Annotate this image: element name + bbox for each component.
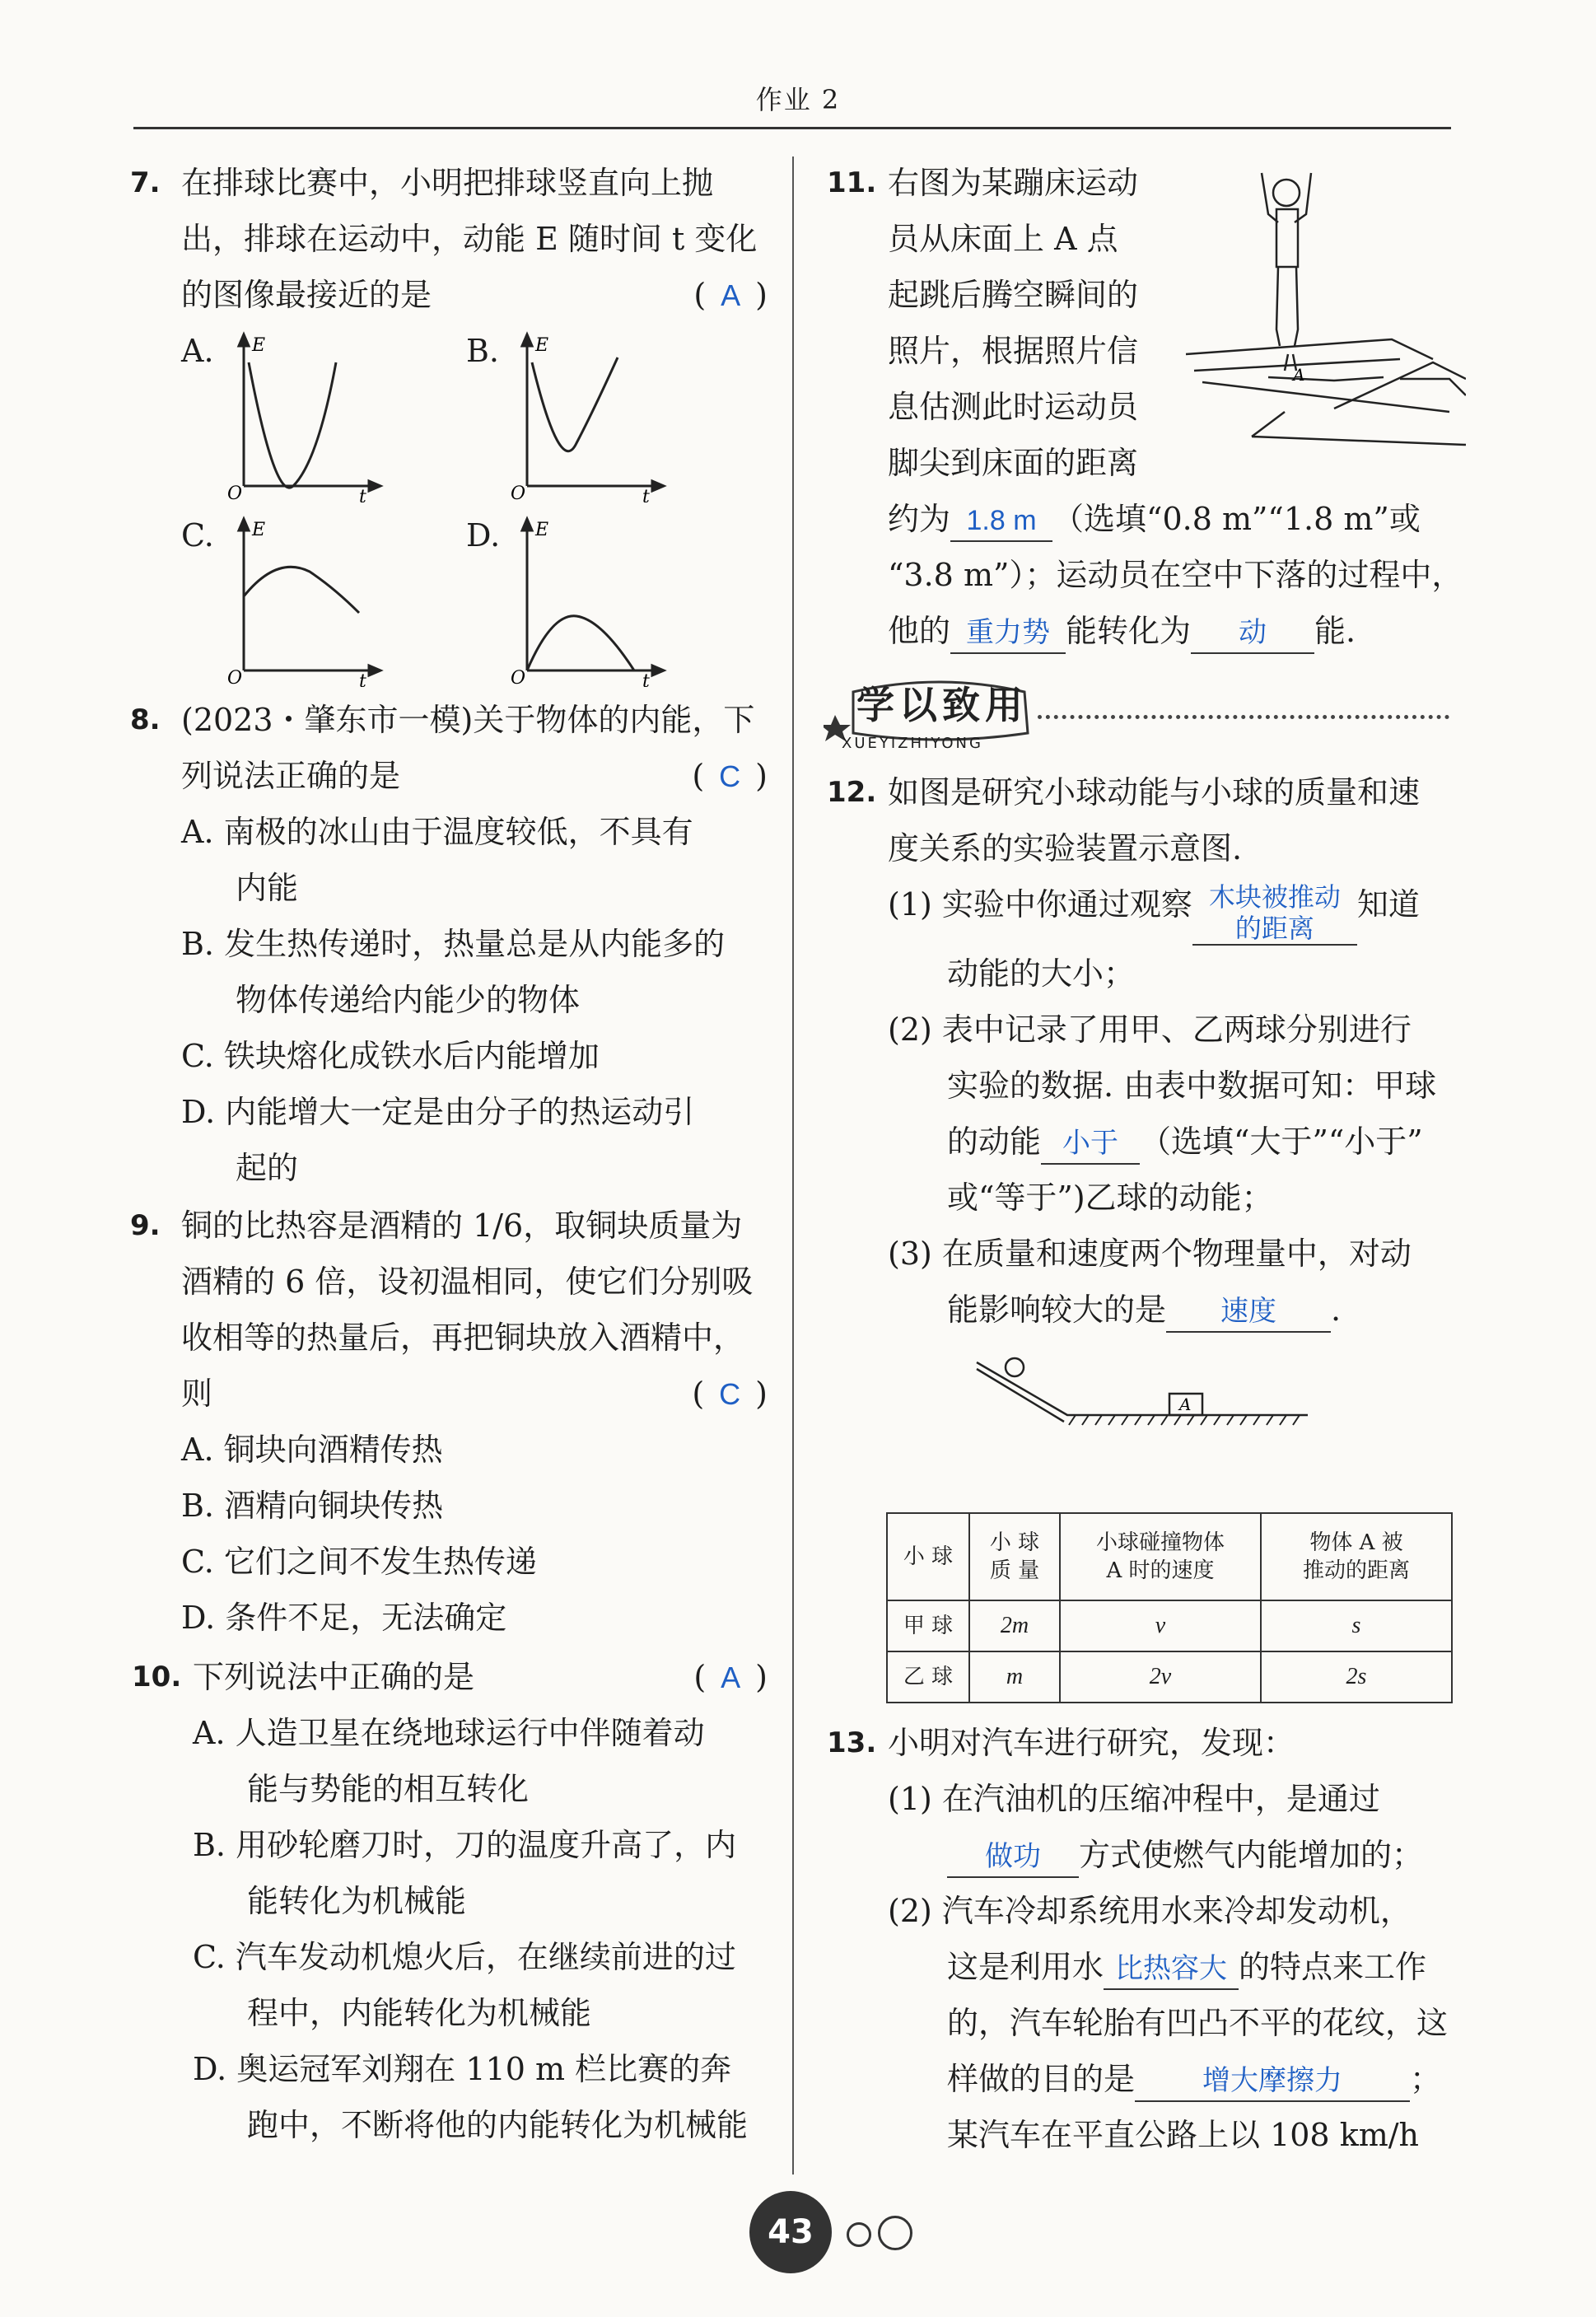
question-7	[130, 155, 768, 323]
option-b-cont: 物体传递给内能少的物体	[236, 982, 581, 1018]
question-text: 他的 重力势 能转化为 动 能.	[888, 603, 1456, 659]
graph-option-label: C.	[181, 517, 214, 554]
question-text: 度关系的实验装置示意图.	[888, 830, 1243, 867]
table-cell: 2v	[1060, 1651, 1261, 1703]
option-d: D. 内能增大一定是由分子的热运动引	[181, 1094, 695, 1130]
question-text: 员从床面上 A 点	[888, 221, 1118, 257]
svg-text:t: t	[359, 487, 366, 502]
part-1-cont: 动能的大小；	[947, 955, 1136, 992]
option-c: C. 它们之间不发生热传递	[181, 1544, 537, 1580]
option-d: D. 奥运冠军刘翔在 110 m 栏比赛的奔	[193, 2051, 732, 2087]
part-2-cont: 这是利用水 比热容大 的特点来工作	[888, 1939, 1456, 1995]
part-2: (2) 表中记录了用甲、乙两球分别进行	[888, 1011, 1412, 1048]
question-12	[827, 764, 1456, 1338]
question-text-last: 列说法正确的是 ( C )	[181, 748, 768, 804]
question-number: 13.	[827, 1726, 877, 1759]
table-cell: 甲 球	[887, 1600, 969, 1651]
option-d-cont: 起的	[236, 1150, 299, 1186]
decor-circle	[847, 2222, 871, 2247]
answer: C	[719, 1377, 741, 1411]
question-text: 小明对汽车进行研究，发现：	[888, 1725, 1295, 1761]
svg-text:O: O	[227, 668, 243, 687]
option-b-cont: 能转化为机械能	[247, 1883, 467, 1919]
option-b: B. 发生热传递时，热量总是从内能多的	[181, 926, 726, 962]
part-3: (3) 在质量和速度两个物理量中，对动	[888, 1236, 1412, 1272]
fill-blank-two-line: 木块被推动 的距离	[1192, 881, 1357, 946]
decor-circle	[878, 2216, 912, 2250]
graph-d	[511, 514, 667, 687]
question-number: 7.	[130, 166, 161, 199]
part-2-cont: 或“等于”)乙球的动能；	[947, 1180, 1273, 1216]
question-text: 起跳后腾空瞬间的	[888, 277, 1139, 313]
svg-text:E: E	[535, 335, 549, 356]
table-cell: v	[1060, 1600, 1261, 1651]
option-c: C. 铁块熔化成铁水后内能增加	[181, 1038, 600, 1074]
question-text: 脚尖到床面的距离	[888, 445, 1139, 481]
question-text: 铜的比热容是酒精的 1/6，取铜块质量为	[181, 1208, 743, 1244]
page-header: 作业 2	[755, 84, 841, 115]
question-text: 如图是研究小球动能与小球的质量和速	[888, 774, 1421, 810]
question-text: 出，排球在运动中，动能 E 随时间 t 变化	[181, 221, 758, 257]
option-d: D. 条件不足，无法确定	[181, 1600, 507, 1636]
question-text: 收相等的热量后，再把铜块放入酒精中，	[181, 1320, 745, 1356]
svg-text:O: O	[511, 483, 526, 502]
question-text: 在排球比赛中，小明把排球竖直向上抛	[181, 165, 714, 201]
svg-text:t: t	[359, 671, 366, 687]
part-2-cont: 的，汽车轮胎有凹凸不平的花纹，这	[947, 2005, 1449, 2041]
fill-blank: 小于	[1041, 1123, 1140, 1165]
part-2-cont: 样做的目的是 增大摩擦力 ；	[888, 2051, 1456, 2107]
part-2-cont: 实验的数据. 由表中数据可知：甲球	[947, 1067, 1437, 1104]
table-cell: 2s	[1261, 1651, 1452, 1703]
svg-text:E: E	[535, 520, 549, 540]
part-2-cont: 某汽车在平直公路上以 108 km/h	[947, 2117, 1420, 2153]
svg-text:t: t	[642, 487, 650, 502]
experiment-table	[886, 1512, 1453, 1703]
fill-blank: 1.8 m	[950, 501, 1052, 542]
question-8	[130, 692, 768, 1196]
question-number: 11.	[827, 166, 877, 199]
fill-blank: 做功	[947, 1837, 1079, 1878]
part-1-cont: 做功 方式使燃气内能增加的；	[888, 1827, 1456, 1883]
question-13	[827, 1715, 1456, 2163]
question-text: (2023・肇东市一模)关于物体的内能，下	[181, 702, 755, 738]
page-number-badge	[749, 2191, 947, 2273]
svg-text:A: A	[1293, 365, 1305, 385]
answer-bracket: ( A )	[693, 1659, 768, 1695]
option-c: C. 汽车发动机熄火后，在继续前进的过	[193, 1939, 736, 1975]
option-d-cont: 跑中，不断将他的内能转化为机械能	[247, 2107, 749, 2143]
ramp-figure	[968, 1348, 1314, 1446]
table-header-cell: 小 球 质 量	[969, 1513, 1060, 1600]
table-cell: s	[1261, 1600, 1452, 1651]
fill-blank: 比热容大	[1104, 1949, 1239, 1990]
fill-blank: 速度	[1166, 1292, 1331, 1333]
question-number: 12.	[827, 776, 877, 809]
question-text: 息估测此时运动员	[888, 389, 1139, 425]
table-row	[887, 1651, 1452, 1703]
answer: A	[721, 1661, 741, 1694]
question-9	[130, 1198, 768, 1646]
table-cell: 乙 球	[887, 1651, 969, 1703]
table-cell: m	[969, 1651, 1060, 1703]
banner-dots	[1038, 715, 1449, 719]
option-b: B. 酒精向铜块传热	[181, 1488, 444, 1524]
page-number: 43	[749, 2191, 832, 2273]
question-number: 8.	[130, 703, 161, 736]
question-text: 右图为某蹦床运动	[888, 165, 1139, 201]
graph-option-label: B.	[466, 333, 500, 369]
question-text: “3.8 m”）；运动员在空中下落的过程中，	[888, 557, 1463, 593]
question-text-last: 下列说法中正确的是 ( A )	[193, 1649, 768, 1705]
svg-text:O: O	[511, 668, 526, 687]
trampoline-figure	[1186, 165, 1466, 511]
part-1: (1) 在汽油机的压缩冲程中，是通过	[888, 1781, 1380, 1817]
banner-title: 学以致用	[856, 683, 1028, 727]
table-header-cell: 小 球	[887, 1513, 969, 1600]
question-text: 酒精的 6 倍，设初温相同，使它们分别吸	[181, 1264, 754, 1300]
graph-option-label: A.	[181, 333, 214, 369]
part-3-cont: 能影响较大的是 速度 .	[888, 1282, 1456, 1338]
answer-bracket: ( C )	[692, 758, 768, 794]
part-2-cont: 的动能 小于 （选填“大于”“小于”	[888, 1114, 1456, 1170]
question-10	[132, 1649, 768, 2153]
header-rule	[133, 127, 1451, 129]
answer: C	[719, 759, 741, 793]
graph-a	[227, 329, 384, 502]
question-text-last: 则 ( C )	[181, 1366, 768, 1422]
fill-blank: 动	[1191, 613, 1314, 654]
svg-text:O: O	[227, 483, 243, 502]
option-b: B. 用砂轮磨刀时，刀的温度升高了，内	[193, 1827, 737, 1863]
table-header-cell: 物体 A 被 推动的距离	[1261, 1513, 1452, 1600]
svg-text:A: A	[1179, 1394, 1192, 1414]
graph-option-label: D.	[466, 517, 501, 554]
svg-text:t: t	[642, 671, 650, 687]
part-2: (2) 汽车冷却系统用水来冷却发动机，	[888, 1893, 1412, 1929]
question-text: 照片，根据照片信	[888, 333, 1139, 369]
answer-bracket: ( A )	[693, 277, 768, 313]
question-number: 10.	[132, 1661, 182, 1693]
answer-bracket: ( C )	[692, 1376, 768, 1412]
svg-text:E: E	[252, 520, 266, 540]
option-c-cont: 程中，内能转化为机械能	[247, 1995, 592, 2031]
question-text: 约为 1.8 m （选填“0.8 m”“1.8 m”或	[888, 491, 1456, 547]
part-1: (1) 实验中你通过观察 木块被推动 的距离 知道	[888, 876, 1456, 946]
option-a-cont: 内能	[236, 870, 299, 906]
question-number: 9.	[130, 1209, 161, 1242]
table-header-cell: 小球碰撞物体 A 时的速度	[1060, 1513, 1261, 1600]
table-row	[887, 1600, 1452, 1651]
table-header-row	[887, 1513, 1452, 1600]
banner-subtitle: XUEYIZHIYONG	[842, 735, 983, 752]
answer: A	[721, 278, 741, 312]
question-text-last: 的图像最接近的是 ( A )	[181, 267, 768, 323]
fill-blank: 重力势	[950, 613, 1066, 654]
graph-c	[227, 514, 384, 687]
table-cell: 2m	[969, 1600, 1060, 1651]
option-a-cont: 能与势能的相互转化	[247, 1771, 530, 1807]
fill-blank: 增大摩擦力	[1135, 2061, 1410, 2102]
option-a: A. 南极的冰山由于温度较低，不具有	[181, 814, 693, 850]
graph-b	[511, 329, 667, 502]
column-divider	[792, 156, 794, 2175]
section-banner	[824, 675, 1449, 766]
option-a: A. 铜块向酒精传热	[181, 1432, 443, 1468]
svg-text:E: E	[252, 335, 266, 356]
option-a: A. 人造卫星在绕地球运行中伴随着动	[193, 1715, 705, 1751]
